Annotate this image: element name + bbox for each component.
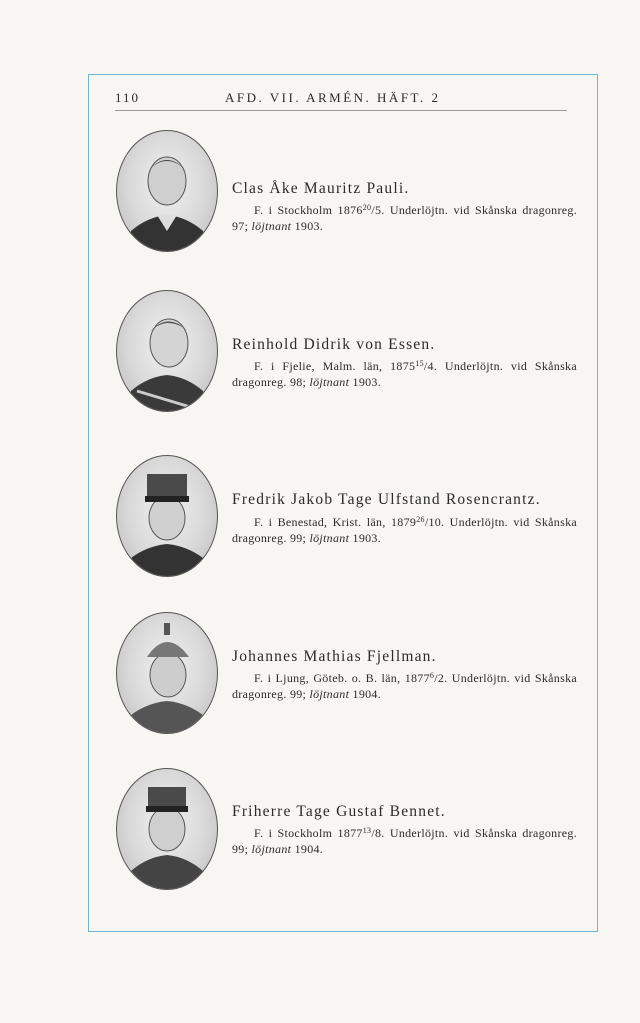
officer-name: Reinhold Didrik von Essen. <box>232 336 436 353</box>
officer-bio: F. i Stockholm 1877$^{13}$/8. Underlöjtn. vid Skånska dragonreg. 99; löjtnant 1904. <box>232 826 578 856</box>
officer-name: Johannes Mathias Fjellman. <box>232 648 437 665</box>
portrait-photo <box>116 612 218 734</box>
officer-name: Clas Åke Mauritz Pauli. <box>232 180 410 197</box>
officer-bio: F. i Stockholm 1876$^{20}$/5. Underlöjtn. vid Skånska dragonreg. 97; löjtnant 1903. <box>232 203 578 233</box>
portrait-photo <box>116 130 218 252</box>
officer-name: Friherre Tage Gustaf Bennet. <box>232 803 446 820</box>
officer-bio: F. i Fjelie, Malm. län, 1875$^{15}$/4. Underlöjtn. vid Skånska dragonreg. 98; löjtnant 1903. <box>232 359 577 389</box>
officer-bio: F. i Ljung, Göteb. o. B. län, 1877$^6$/2. Underlöjtn. vid Skånska dragonreg. 99; löjtnant 1904. <box>232 671 577 701</box>
header-rule <box>115 110 567 111</box>
portrait-photo <box>116 290 218 412</box>
portrait-photo <box>116 455 218 577</box>
running-title: AFD. VII. ARMÉN. HÄFT. 2 <box>225 90 441 105</box>
page-number: 110 <box>115 90 141 105</box>
portrait-photo <box>116 768 218 890</box>
officer-bio: F. i Benestad, Krist. län, 1879$^{26}$/10. Underlöjtn. vid Skånska dragonreg. 99; löjtnant 1903. <box>232 515 577 545</box>
officer-name: Fredrik Jakob Tage Ulfstand Rosencrantz. <box>232 491 541 508</box>
